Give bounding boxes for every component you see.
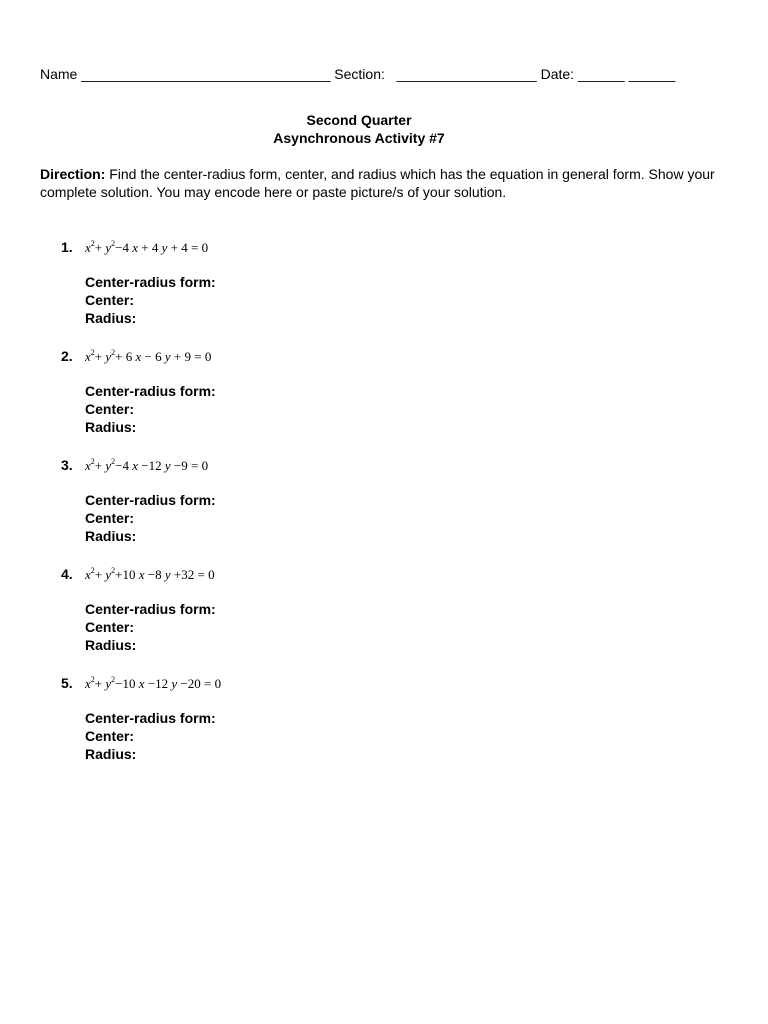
- center-label: Center:: [85, 728, 135, 744]
- center-radius-label: Center-radius form:: [85, 274, 216, 290]
- problem-equation: $x^2+ y^2-10$ x −12 y −20 = 0: [85, 675, 222, 691]
- date-label: Date:: [540, 66, 575, 82]
- radius-label: Radius:: [85, 419, 137, 435]
- date-blank-2[interactable]: ______: [628, 66, 676, 82]
- header-line: [40, 65, 675, 83]
- problem-number: 1.: [61, 239, 73, 255]
- direction-paragraph: [40, 165, 740, 201]
- answer-labels: [85, 600, 216, 654]
- center-label: Center:: [85, 619, 135, 635]
- problem-equation: $x^2+ y^2-4$ x −12 y −9 = 0: [85, 457, 209, 473]
- center-label: Center:: [85, 510, 135, 526]
- center-radius-label: Center-radius form:: [85, 601, 216, 617]
- center-radius-label: Center-radius form:: [85, 383, 216, 399]
- direction-label: Direction:: [40, 166, 106, 182]
- problem-number: 5.: [61, 675, 73, 691]
- radius-label: Radius:: [85, 637, 137, 653]
- answer-labels: [85, 491, 216, 545]
- name-label: Name: [40, 66, 78, 82]
- name-blank[interactable]: ________________________________: [81, 66, 331, 82]
- problem-number: 3.: [61, 457, 73, 473]
- section-label: Section:: [334, 66, 385, 82]
- radius-label: Radius:: [85, 310, 137, 326]
- problem-equation: $x^2+ y^2+10$ x −8 y +32 = 0: [85, 566, 215, 582]
- answer-labels: [85, 273, 216, 327]
- title-activity: Asynchronous Activity #7: [273, 130, 445, 146]
- center-radius-label: Center-radius form:: [85, 492, 216, 508]
- answer-labels: [85, 382, 216, 436]
- answer-labels: [85, 709, 216, 763]
- section-blank[interactable]: __________________: [396, 66, 537, 82]
- radius-label: Radius:: [85, 746, 137, 762]
- center-radius-label: Center-radius form:: [85, 710, 216, 726]
- problem-number: 2.: [61, 348, 73, 364]
- problem-equation: $x^2+ y^2+ 6$ x − 6 y + 9 = 0: [85, 348, 212, 364]
- problem-number: 4.: [61, 566, 73, 582]
- center-label: Center:: [85, 292, 135, 308]
- radius-label: Radius:: [85, 528, 137, 544]
- problem-equation: $x^2+ y^2-4$ x + 4 y + 4 = 0: [85, 239, 209, 255]
- title-quarter: Second Quarter: [306, 112, 412, 128]
- date-blank-1[interactable]: ______: [577, 66, 625, 82]
- direction-text: Find the center-radius form, center, and radius which has the equation in general form. Show your complete solution. You may encode here or paste picture/s of your solution.: [40, 166, 715, 200]
- center-label: Center:: [85, 401, 135, 417]
